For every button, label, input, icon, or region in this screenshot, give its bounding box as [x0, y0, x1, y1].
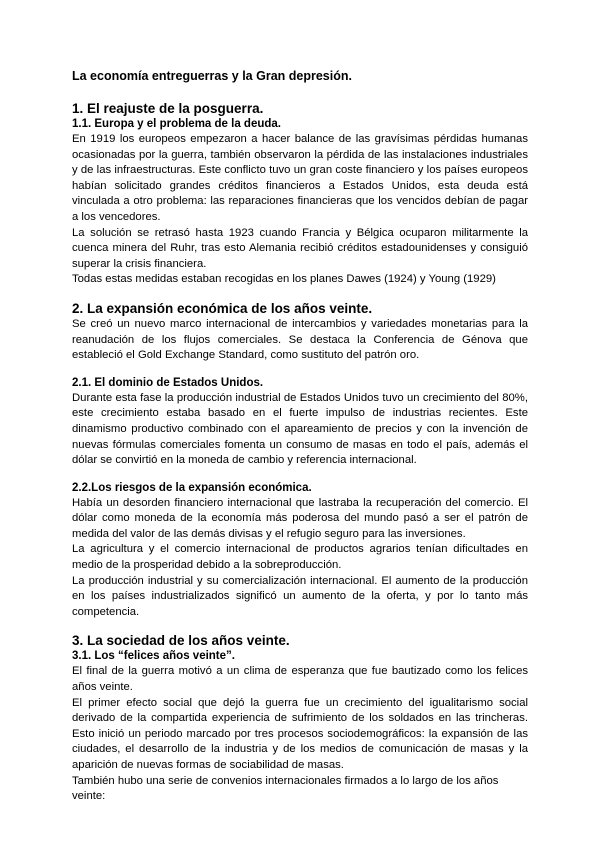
section-1-heading: 1. El reajuste de la posguerra.	[72, 101, 264, 116]
paragraph: Se creó un nuevo marco internacional de intercambios y variedades monetarias para la reanudación de los flujos comerciales. Se destaca la Conferencia de Génova que estableció el Gold Exchange Standard, como sustituto del patrón oro.	[72, 317, 528, 362]
section-2-heading: 2. La expansión económica de los años veinte.	[72, 300, 373, 316]
paragraph: Todas estas medidas estaban recogidas en los planes Dawes (1924) y Young (1929)	[72, 273, 496, 286]
paragraph: Había un desorden financiero internacional que lastraba la recuperación del comercio. El dólar como moneda de la economía más poderosa del mundo pasó a ser el patrón de medida del valor de las demás divisas y el refugio seguro para las inversiones.	[72, 496, 528, 540]
paragraph: El final de la guerra motivó a un clima de esperanza que fue bautizado como los felices años veinte.	[72, 665, 528, 694]
section-3-1-heading: 3.1. Los “felices años veinte”.	[72, 650, 235, 663]
paragraph: La producción industrial y su comercialización internacional. El aumento de la producción en los países industrializados significó un aumento de la oferta, y por lo tanto más competencia.	[72, 574, 528, 618]
paragraph: La solución se retrasó hasta 1923 cuando Francia y Bélgica ocuparon militarmente la cuenca minera del Ruhr, tras esto Alemania recibió créditos estadounidenses y consiguió superar la crisis financiera.	[72, 226, 528, 270]
section-2-1-heading: 2.1. El dominio de Estados Unidos.	[72, 376, 264, 389]
paragraph: También hubo una serie de convenios internacionales firmados a lo largo de los años veinte:	[72, 774, 499, 803]
section-3-heading: 3. La sociedad de los años veinte.	[72, 633, 290, 649]
paragraph: La agricultura y el comercio internacional de productos agrarios tenían dificultades en medio de la prosperidad debido a la sobreproducción.	[72, 543, 528, 572]
section-1-1-heading: 1.1. Europa y el problema de la deuda.	[72, 118, 281, 130]
paragraph: Durante esta fase la producción industrial de Estados Unidos tuvo un crecimiento del 80%, este crecimiento estaba basado en el fuerte impulso de industrias recientes. Este dinamismo productivo combinado con el apareamiento de precios y con la invención de nuevas fórmulas comerciales fomenta un consumo de masas en todo el país, además el dólar se convirtió en la moneda de cambio y referencia internacional.	[72, 391, 528, 467]
paragraph: El primer efecto social que dejó la guerra fue un crecimiento del igualitarismo social derivado de la compartida experiencia de sufrimiento de los soldados en las trincheras. Esto inició un periodo marcado por tres procesos sociodemográficos: la expansión de las ciudades, el desarrollo de la industria y de los medios de comunicación de masas y la aparición de nuevas formas de sociabilidad de masas.	[72, 696, 528, 771]
paragraph: En 1919 los europeos empezaron a hacer balance de las gravísimas pérdidas humanas ocasionadas por la guerra, también observaron la pérdida de las instalaciones industriales y de las infraestructuras. Este conflicto tuvo un gran coste financiero y los países europeos habían solicitado grandes créditos financieros a Estados Unidos, esta deuda está vinculada a otro problema: las reparaciones financieras que los vencidos debían de pagar a los vencedores.	[72, 133, 528, 223]
document-title: La economía entreguerras y la Gran depresión.	[72, 69, 352, 83]
section-2-2-heading: 2.2.Los riesgos de la expansión económica.	[72, 481, 312, 494]
